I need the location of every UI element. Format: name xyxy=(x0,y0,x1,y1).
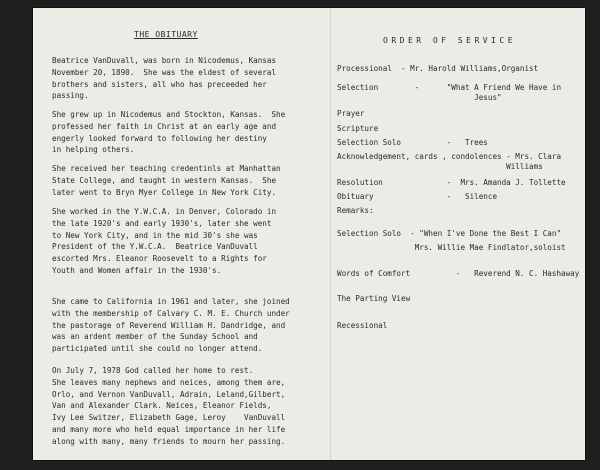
service-selection: Selection - "What A Friend We Have in Jesus" xyxy=(337,83,562,102)
service-prayer: Prayer xyxy=(337,109,365,118)
obituary-paragraph-5: She came to California in 1961 and later, she joined with the membership of Calvary C. M. E. Church under the pastorage of Reverend William H. Dandridge, and was an ardent member of the Sunday School and participated until she could no longer attend. xyxy=(52,297,290,354)
service-scripture: Scripture xyxy=(337,124,379,133)
obituary-paragraph-3: She received her teaching credentinls at Manhattan State College, and taught in western Kansas. She later went to Bryn Myer College in New York City. xyxy=(52,164,281,197)
service-processional: Processional - Mr. Harold Williams,Organist xyxy=(337,64,539,73)
service-soloist: Mrs. Willie Mae Findlator,soloist xyxy=(337,243,566,252)
service-remarks: Remarks: xyxy=(337,206,374,215)
obituary-paragraph-6: On July 7, 1978 God called her home to rest. She leaves many nephews and neices, among them are, Orlo, and Vernon VanDuvall, Adrain, Leland,Gilbert, Van and Alexander Clark. Neices, Eleanor Fields, Ivy Lee Switzer, Elizabeth Gage, Leroy VanDuvall and many more who held equal importance in her life along with many, many friends to mourn her passing. xyxy=(52,366,286,446)
order-of-service-title: ORDER OF SERVICE xyxy=(383,36,517,45)
service-resolution: Resolution - Mrs. Amanda J. Tollette xyxy=(337,178,566,187)
obituary-title: THE OBITUARY xyxy=(134,30,198,39)
service-selection-solo-2: Selection Solo - "When I've Done the Best I Can" xyxy=(337,229,562,238)
order-of-service-page xyxy=(332,8,585,460)
obituary-page xyxy=(33,8,330,460)
obituary-paragraph-4: She worked in the Y.W.C.A. in Denver, Colorado in the late 1920's and early 1930's, later she went to New York City, and in the mid 30's she was President of the Y.W.C.A. Beatrice VanDuvall escorted Mrs. Eleanor Roosevelt to a Rights for Youth and Women affair in the 1930's. xyxy=(52,207,277,275)
service-recessional: Recessional xyxy=(337,321,388,330)
obituary-paragraph-2: She grew up in Nicodemus and Stockton, Kansas. She professed her faith in Christ at an early age and engerly looked forward to following her destiny in helping others. xyxy=(52,110,286,155)
service-parting-view: The Parting View xyxy=(337,294,411,303)
service-selection-solo: Selection Solo - Trees xyxy=(337,138,488,147)
service-acknowledgement: Acknowledgement, cards , condolences - Mrs. Clara Williams xyxy=(337,152,562,171)
service-words-of-comfort: Words of Comfort - Reverend N. C. Hashaway xyxy=(337,269,580,278)
service-obituary: Obituary - Silence xyxy=(337,192,498,201)
program-document xyxy=(33,8,585,460)
obituary-paragraph-1: Beatrice VanDuvall, was born in Nicodemus, Kansas November 20, 1890. She was the eldest of several brothers and sisters, all who has preceeded her passing. xyxy=(52,56,277,101)
